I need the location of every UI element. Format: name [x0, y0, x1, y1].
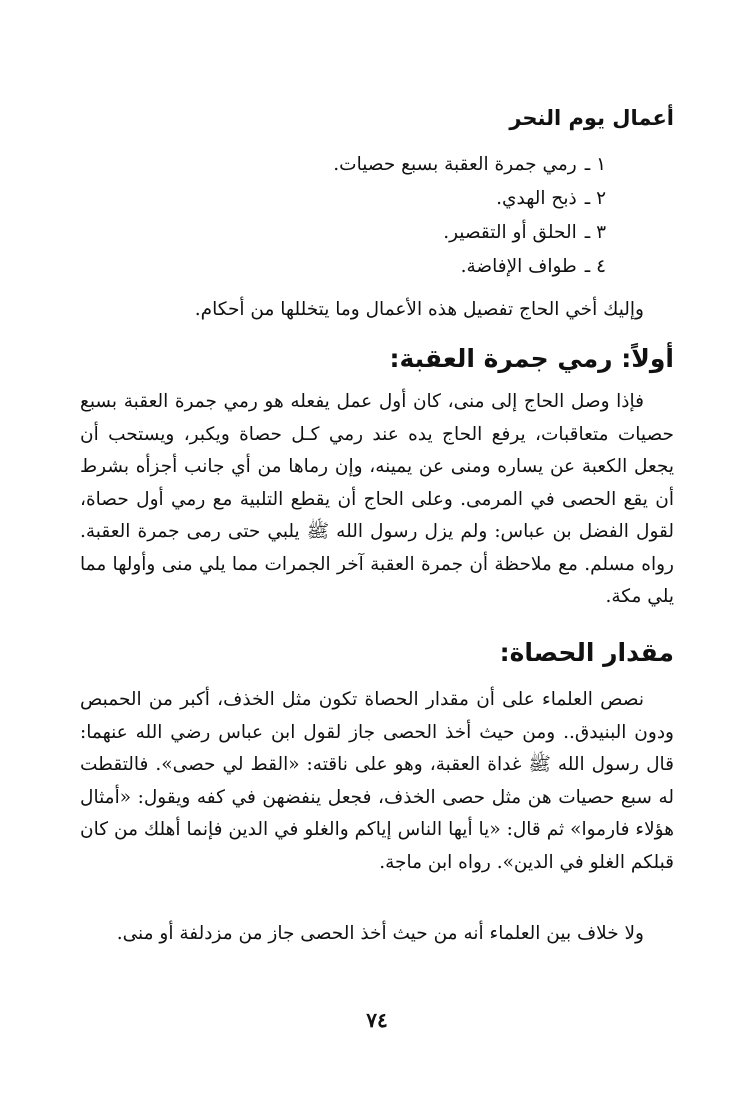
paragraph-stoning-aqaba: فإذا وصل الحاج إلى منى، كان أول عمل يفعله هو رمي جمرة العقبة بسبع حصيات متعاقبات، يرفع الحاج يده عند رمي كـل حصاة ويكبر، ويستحب أن يجعل الكعبة عن يساره ومنى عن يمينه، وإن رماها من أي جانب أجزأه بشرط أن يقع الحصى في المرمى. وعلى الحاج أن يقطع التلبية مع رمي أول حصاة، لقول الفضل بن عباس: ولم يزل رسول الله ﷺ يلبي حتى رمى جمرة العقبة. رواه مسلم. مع ملاحظة أن جمرة العقبة آخر الجمرات مما يلي منى وأولها مما يلي مكة.: [80, 391, 674, 607]
intro-block: [80, 294, 674, 327]
paragraph3-block: [80, 918, 674, 951]
list-item-text: طواف الإفاضة.: [460, 256, 577, 277]
list-item-text: ذبح الهدي.: [496, 188, 577, 209]
paragraph1-block: [80, 386, 674, 614]
paragraph2-block: [80, 684, 674, 879]
intro-paragraph: وإليك أخي الحاج تفصيل هذه الأعمال وما يتخللها من أحكام.: [194, 299, 644, 320]
list-item-number: ١ ـ: [584, 154, 606, 175]
heading-pebble-size: مقدار الحصاة:: [499, 638, 674, 667]
page-number: ٧٤: [366, 1008, 388, 1032]
paragraph-pebble-size: نصص العلماء على أن مقدار الحصاة تكون مثل الخذف، أكبر من الحمبص ودون البنيدق.. ومن حيث أخذ الحصى جاز لقول ابن عباس رضي الله عنهما: قال رسول الله ﷺ غداة العقبة، وهو على ناقته: «القط لي حصى». فالتقطت له سبع حصيات هن مثل حصى الخذف، فجعل ينفضهن في كفه ويقول: «أمثال هؤلاء فارموا» ثم قال: «يا أيها الناس إياكم والغلو في الدين فإنما أهلك من كان قبلكم الغلو في الدين». رواه ابن ماجة.: [80, 689, 674, 873]
paragraph-pebble-source: ولا خلاف بين العلماء أنه من حيث أخذ الحصى جاز من مزدلفة أو منى.: [116, 923, 644, 944]
list-item: [80, 216, 606, 250]
list-item-number: ٢ ـ: [584, 188, 606, 209]
list-item: [80, 182, 606, 216]
list-item: [80, 148, 606, 182]
list-item: [80, 250, 606, 284]
list-item-text: الحلق أو التقصير.: [443, 222, 577, 243]
section-title: أعمال يوم النحر: [509, 106, 674, 130]
heading2-block: [80, 638, 674, 667]
heading1-block: [80, 344, 674, 373]
section-title-block: [80, 106, 674, 130]
acts-list-block: [80, 148, 606, 284]
acts-list: [80, 148, 606, 284]
list-item-text: رمي جمرة العقبة بسبع حصيات.: [333, 154, 577, 175]
list-item-number: ٣ ـ: [584, 222, 606, 243]
list-item-number: ٤ ـ: [584, 256, 606, 277]
heading-stoning-aqaba: أولاً: رمي جمرة العقبة:: [389, 344, 674, 373]
